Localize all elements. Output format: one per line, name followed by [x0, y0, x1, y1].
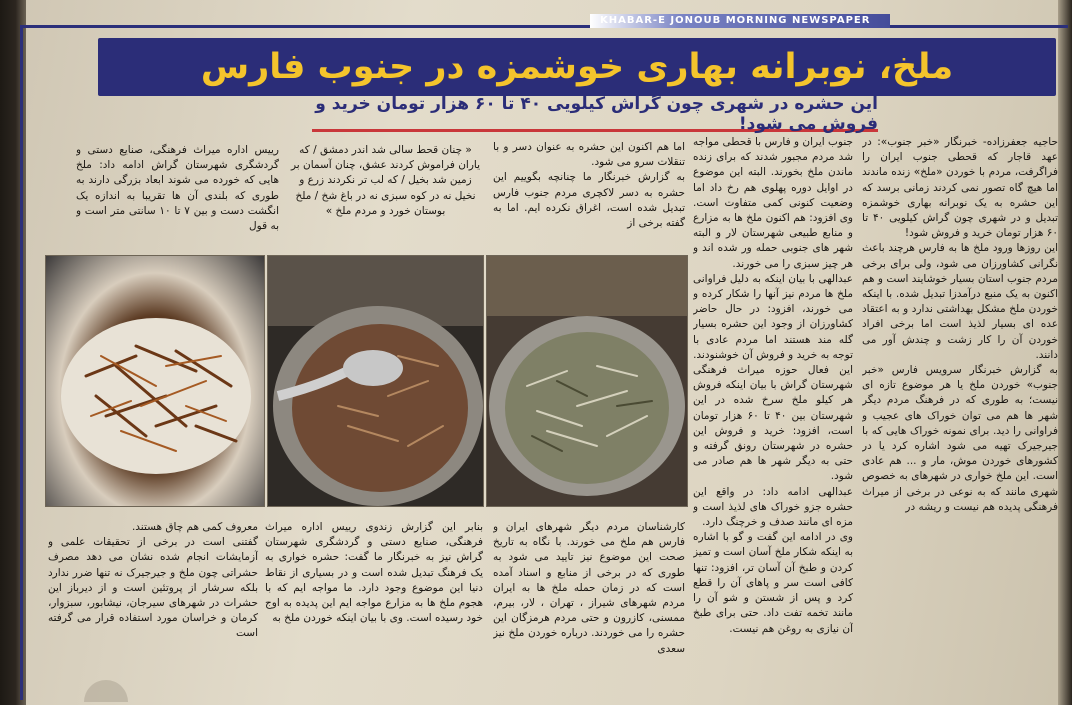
headline-banner	[98, 38, 1056, 96]
photo-fried-locusts	[45, 255, 265, 507]
column-5	[76, 143, 279, 251]
paragraph: به گزارش خبرنگار سرویس فارس «خبر جنوب» خوردن ملخ یا هر موضوع تازه ای نیست؛ به طوری که در فرهنگ مردم دیگر شهر ها هم می توان خوراک های عجیب و فراوانی را دید. برای نمونه خوراک هایی که با جیرجیرک تهیه می شود اشاره کرد یا در کشورهای خوردن موش، مار و ... هم عادی است. این ملخ خواری در شهرهای به خصوص شهری مانند که به نوعی در برخی از میراث فرهنگی پدیده هم نیست و ریشه در	[862, 364, 1058, 513]
paragraph: بنابر این گزارش زندوی رییس اداره میراث فرهنگی، صنایع دستی و گردشگری شهرستان گراش نیز به خبرنگار ما گفت: حشره خواری به یک فرهنگ تبدیل شده است و در بسیاری از نقاط دنیا این موضوع وجود دارد. ما مواجه ایم که با هجوم ملخ ها به مزارع مواجه ایم این پدیده به اوج خود رسیده است. وی با بیان اینکه خوردن ملخ به	[265, 521, 483, 625]
paragraph: اما هم اکنون این حشره به عنوان دسر و با تنقلات سرو می شود.	[493, 141, 685, 169]
paragraph: رییس اداره میراث فرهنگی، صنایع دستی و گردشگری شهرستان گراش ادامه داد: ملخ هایی که خورده می شوند ابعاد بزرگی دارند به طوری که بلندی آن ها تقریبا به اندازه یک انگشت دست و بین ۷ تا ۱۰ سانتی متر است و به قول	[76, 144, 279, 233]
bottom-column-1	[493, 520, 685, 695]
photo-bowl-ladle	[267, 255, 484, 507]
poem-column	[288, 143, 483, 248]
byline-paragraph: حاجیه جعفرزاده- خبرنگار «خبر جنوب»: در عهد قاجار که قحطی جنوب ایران را فراگرفت، مردم با خوردن «ملخ» زنده ماندند اما هیچ گاه تصور نمی کردند زمانی برسد که این حشره به یک نوبرانه بهاری خوشمزه تبدیل و در شهری چون گراش کیلویی ۴۰ تا ۶۰ هزار تومان خرید و فروش شود!	[862, 136, 1058, 240]
subheadline-bar	[312, 94, 878, 134]
paragraph: وی در ادامه این گفت و گو با اشاره به اینکه شکار ملخ آسان است و تمیز کردن و طبخ آن آسان تر، افزود: تنها کافی است سر و پاهای آن را قطع کرد و پس از شستن و شو آن را مانند تخمه تفت داد. حتی برای طبخ آن نیازی به روغن هم نیست.	[693, 531, 853, 635]
paragraph: کارشناسان مردم دیگر شهرهای ایران و فارس هم ملخ می خورند. با نگاه به تاریخ صحت این موضوع نیز تایید می شود به طوری که در برخی از منابع و اسناد آمده است که در زمان حمله ملخ ها به ایران مردم شهرهای شیراز ، تهران ، لار، بیرم، ممسنی، کازرون و حتی مردم هرمزگان این حشره را می خوردند. درباره خوردن ملخ نیز سعدی	[493, 521, 685, 655]
bottom-column-3	[48, 520, 258, 695]
subheadline: این حشره در شهری چون گراش کیلویی ۴۰ تا ۶۰ هزار تومان خرید و فروش می شود!	[315, 94, 878, 134]
column-3	[493, 140, 685, 250]
paragraph: عبدالهی ادامه داد: در واقع این حشره جزو خوراک های لذیذ است و مزه ای مانند صدف و خرچنگ دارد.	[693, 485, 853, 529]
column-1	[862, 135, 1058, 690]
bowl-locusts-image	[268, 256, 483, 506]
photo-pot-locusts	[486, 255, 688, 507]
paragraph: به گزارش خبرنگار ما چنانچه بگوییم این حشره به دسر لاکچری مردم جنوب فارس تبدیل شده است، اغراق نکرده ایم. اما به گفته برخی از	[493, 171, 685, 230]
paragraph: معروف کمی هم چاق هستند.	[131, 521, 258, 533]
fried-locusts-image	[46, 256, 264, 506]
paragraph: جنوب ایران و فارس با قحطی مواجه شد مردم مجبور شدند که برای زنده ماندن ملخ بخورند. البته این موضوع در اوایل دوره پهلوی هم رخ داد اما وضعیت کنونی کمی متفاوت است. وی افزود: هم اکنون ملخ ها به مزارع و منابع طبیعی شهرستان لار و البته شهر های جنوبی حمله ور شده اند و هر چیز سبزی را می خورند.	[693, 136, 853, 270]
pot-locusts-image	[487, 256, 687, 506]
newspaper-masthead: KHABAR-E JONOUB MORNING NEWSPAPER	[590, 14, 890, 28]
headline: ملخ، نوبرانه بهاری خوشمزه در جنوب فارس	[200, 47, 954, 87]
poem: « چنان قحط سالی شد اندر دمشق / که یاران فراموش کردند عشق، چنان آسمان بر زمین شد بخیل / که لب تر نکردند زرع و نخیل نه در کوه سبزی نه در باغ شخ / ملخ بوستان خورد و مردم ملخ »	[290, 144, 481, 217]
bottom-column-2	[265, 520, 483, 695]
column-2	[693, 135, 853, 690]
paragraph: این فعال حوزه میراث فرهنگی شهرستان گراش با بیان اینکه فروش هر کیلو ملخ سرخ شده در این شهرستان بین ۴۰ تا ۶۰ هزار تومان است، افزود: خرید و فروش این حشره در شهرستان رونق گرفته و حتی به دیگر شهر ها هم صادر می شود.	[693, 364, 853, 483]
paragraph: گفتنی است در برخی از تحقیقات علمی و آزمایشات انجام شده نشان می دهد مصرف حشراتی چون ملخ و جیرجیرک نه تنها ضرر ندارد بلکه سرشار از پروتئین است و از دیرباز این حشرات در شهرهای سیرجان، نیشابور، سبزوار، کرمان و خراسان مورد استفاده قرار می گرفته است	[48, 536, 258, 640]
paragraph: عبدالهی با بیان اینکه به دلیل فراوانی ملخ ها مردم نیز آنها را شکار کرده و می خورند، افزود: در حال حاضر کشاورزان از وجود این حشره بسیار گله مند هستند اما مردم عادی با توجه به خرید و فروش آن خوشنودند.	[693, 272, 853, 361]
paragraph: این روزها ورود ملخ ها به فارس هرچند باعث نگرانی کشاورزان می شود، ولی برای برخی مردم جنوب استان بسیار خوشایند است و هم اکنون به یک منبع درآمدزا تبدیل شده. با اینکه خوردن ملخ مشکل بهداشتی ندارد و به اعتقاد عده ای بسیار لذیذ است اما برخی افراد خوردن آن را کار زشت و چندش آور می دانند.	[862, 242, 1058, 361]
